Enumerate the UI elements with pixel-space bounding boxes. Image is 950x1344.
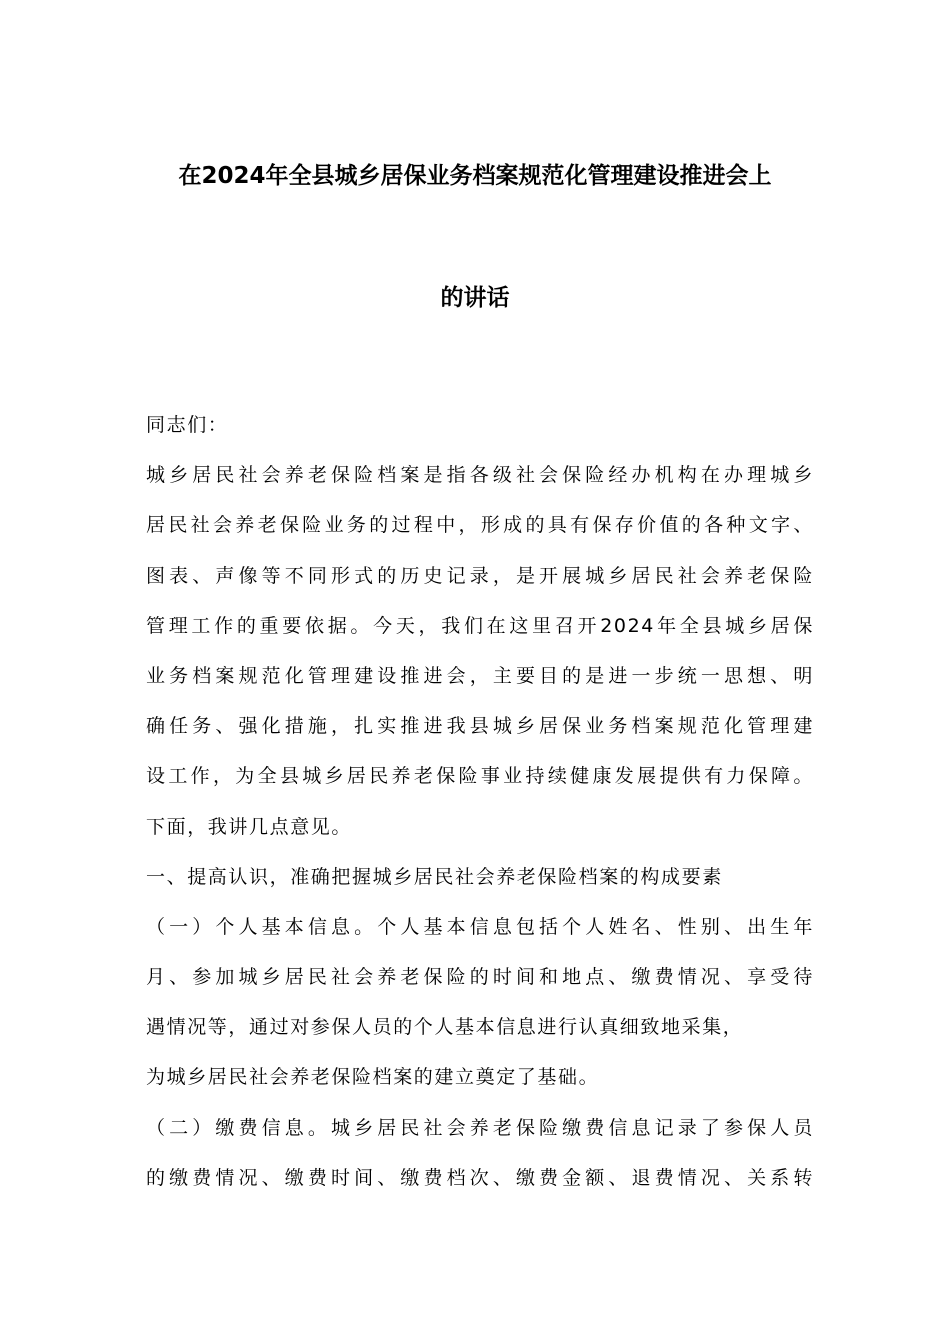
body-line: 确任务、强化措施，扎实推进我县城乡居保业务档案规范化管理建 [146, 715, 814, 738]
document-body [146, 400, 814, 1203]
body-line: 城乡居民社会养老保险档案是指各级社会保险经办机构在办理城乡 [146, 464, 814, 487]
body-line: 为城乡居民社会养老保险档案的建立奠定了基础。 [146, 1066, 600, 1089]
section-heading: 一、提高认识，准确把握城乡居民社会养老保险档案的构成要素 [146, 865, 723, 888]
body-line: 业务档案规范化管理建设推进会，主要目的是进一步统一思想、明 [146, 664, 814, 687]
body-line: 图表、声像等不同形式的历史记录，是开展城乡居民社会养老保险 [146, 564, 814, 587]
document-title-line-2: 的讲话 [440, 285, 510, 311]
body-line: 设工作，为全县城乡居民养老保险事业持续健康发展提供有力保障。 [146, 765, 814, 788]
body-line: 月、参加城乡居民社会养老保险的时间和地点、缴费情况、享受待 [146, 966, 814, 989]
body-line: 管理工作的重要依据。今天，我们在这里召开2024年全县城乡居保 [146, 614, 814, 637]
body-line: 下面，我讲几点意见。 [146, 815, 353, 838]
document-title-line-1: 在2024年全县城乡居保业务档案规范化管理建设推进会上 [178, 163, 772, 189]
body-line: 居民社会养老保险业务的过程中，形成的具有保存价值的各种文字、 [146, 514, 814, 537]
body-line: 的缴费情况、缴费时间、缴费档次、缴费金额、退费情况、关系转 [146, 1166, 814, 1189]
body-line: （一）个人基本信息。个人基本信息包括个人姓名、性别、出生年 [146, 915, 814, 938]
salutation: 同志们： [146, 414, 229, 436]
body-line: 遇情况等，通过对参保人员的个人基本信息进行认真细致地采集， [146, 1016, 744, 1039]
body-line: （二）缴费信息。城乡居民社会养老保险缴费信息记录了参保人员 [146, 1116, 814, 1139]
